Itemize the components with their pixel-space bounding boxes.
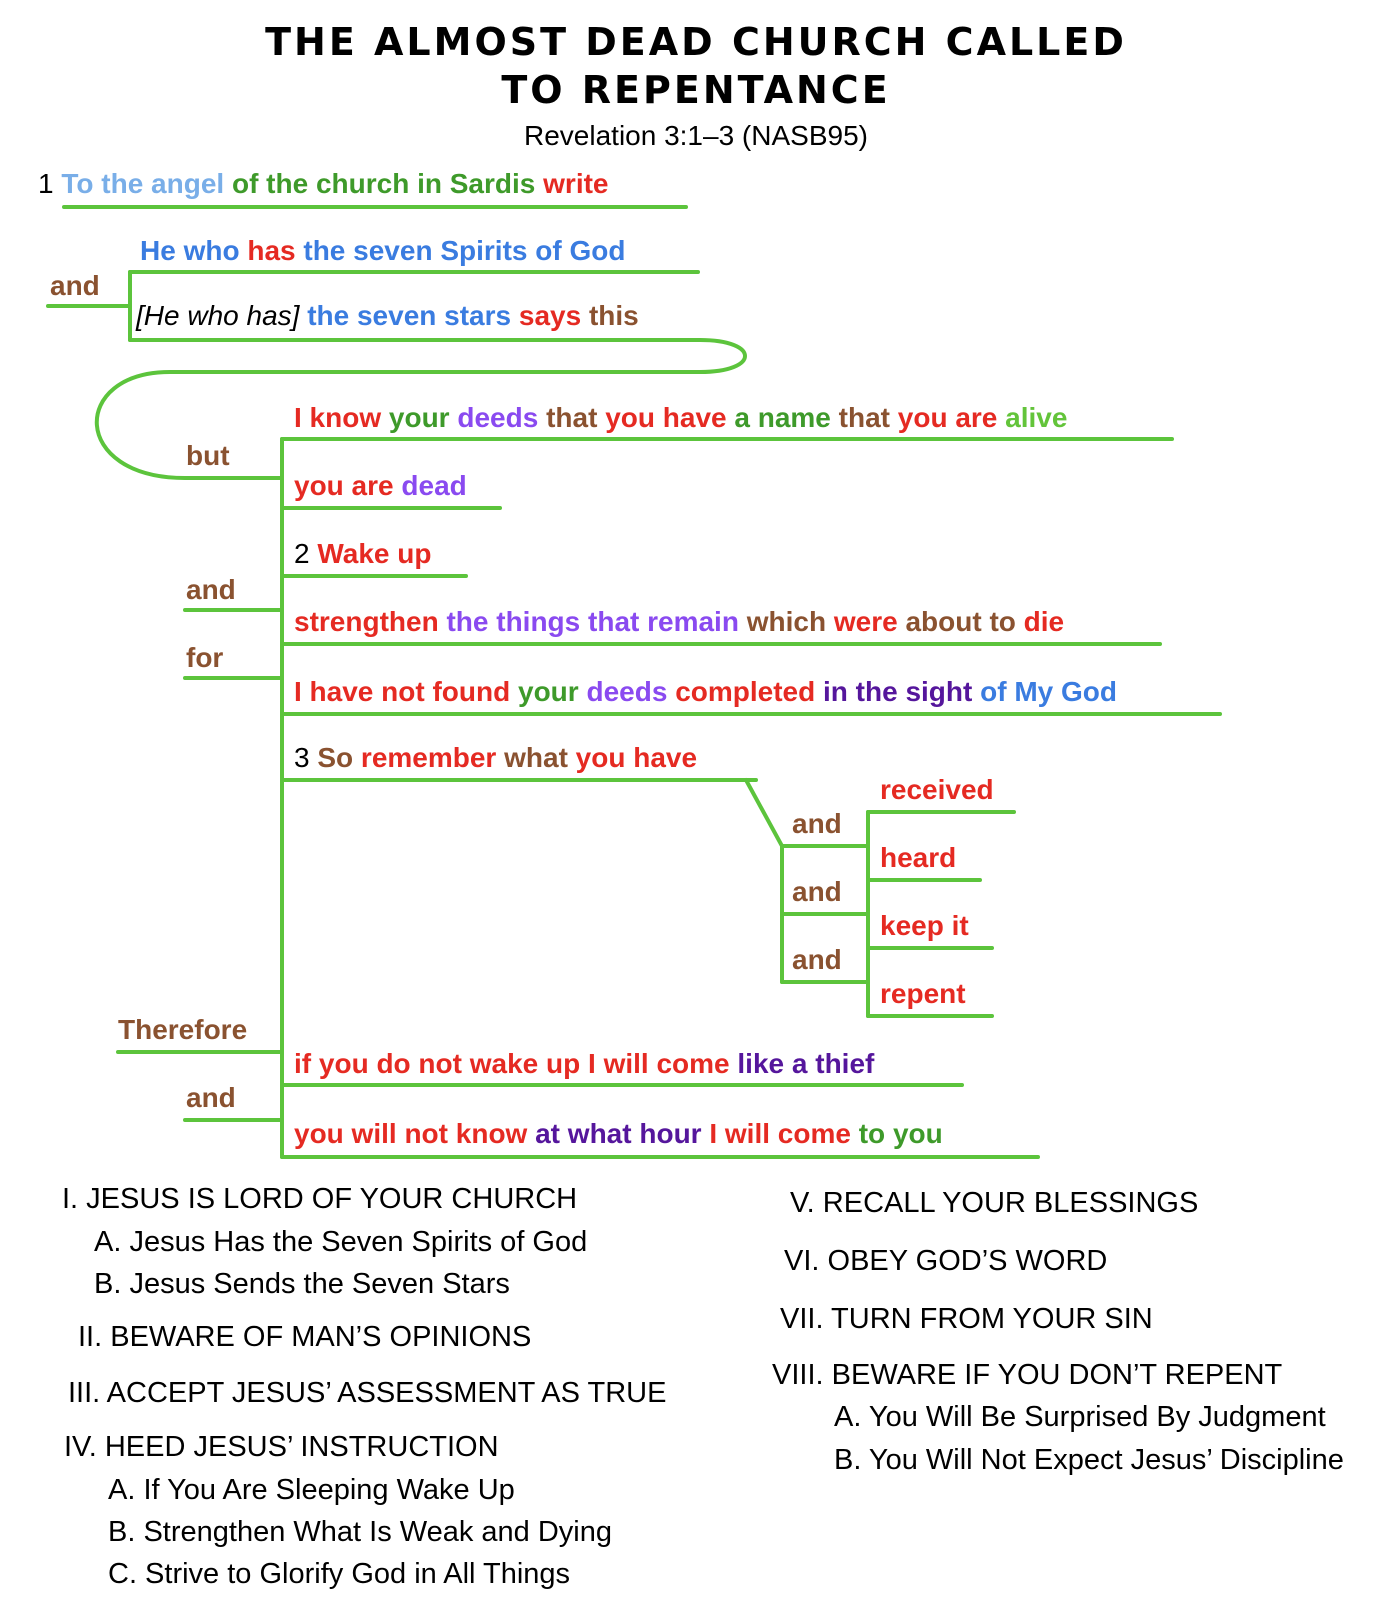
outline-sub-1b: B. Jesus Sends the Seven Stars <box>94 1268 510 1300</box>
verse1-line <box>38 168 609 200</box>
word: which <box>746 606 827 637</box>
conjunction-and-2: and <box>186 574 236 605</box>
clause-he-who-has-spirits <box>140 235 625 267</box>
word: in the sight <box>823 676 973 707</box>
outline-heading-8: VIII. BEWARE IF YOU DON’T REPENT <box>772 1359 1283 1391</box>
word: you have <box>575 742 698 773</box>
outline-heading-3: III. ACCEPT JESUS’ ASSESSMENT AS TRUE <box>68 1377 667 1409</box>
word: a name <box>734 402 831 433</box>
word: that remain <box>588 606 739 637</box>
outline-sub-1a: A. Jesus Has the Seven Spirits of God <box>94 1226 588 1258</box>
outline-heading-2: II. BEWARE OF MAN’S OPINIONS <box>78 1321 532 1353</box>
conjunction-and-4: and <box>792 876 842 907</box>
word: remember <box>360 742 497 773</box>
word: dead <box>401 470 467 501</box>
word: write <box>543 168 609 199</box>
verse-number-1: 1 <box>38 168 54 199</box>
word: the seven <box>303 235 433 266</box>
word: alive <box>1005 402 1068 433</box>
word: of the church <box>231 168 410 199</box>
conjunction-and-5: and <box>792 944 842 975</box>
verse-number-2: 2 <box>294 538 310 569</box>
word: strengthen <box>294 606 439 637</box>
clause-you-are-dead <box>294 470 467 502</box>
word: to you <box>858 1118 943 1149</box>
clause-strengthen <box>294 606 1064 638</box>
word: what hour <box>567 1118 702 1149</box>
verb-repent: repent <box>880 978 966 1009</box>
clause-not-found-completed <box>294 676 1117 708</box>
word: completed <box>675 676 816 707</box>
word: that <box>838 402 890 433</box>
word: were <box>833 606 898 637</box>
word: your <box>388 402 450 433</box>
page-title-line1: THE ALMOST DEAD CHURCH CALLED <box>265 20 1127 64</box>
word: die <box>1023 606 1065 637</box>
outline-sub-4a: A. If You Are Sleeping Wake Up <box>108 1474 515 1506</box>
word: if <box>294 1048 312 1079</box>
word: what <box>504 742 568 773</box>
conjunction-and-6: and <box>186 1082 236 1113</box>
verse-number-3: 3 <box>294 742 310 773</box>
outline-heading-1: I. JESUS IS LORD OF YOUR CHURCH <box>62 1183 578 1215</box>
word: Spirits <box>440 235 528 266</box>
word: you do not wake up <box>318 1048 581 1079</box>
word: I will come <box>709 1118 851 1149</box>
word: I have not found <box>294 676 511 707</box>
outline-heading-5: V. RECALL YOUR BLESSINGS <box>790 1187 1199 1219</box>
scripture-reference: Revelation 3:1–3 (NASB95) <box>524 120 868 151</box>
word: you are <box>897 402 998 433</box>
word: you have <box>605 402 727 433</box>
word: says <box>518 300 582 331</box>
implied-words: [He who has] <box>136 300 300 331</box>
clause-if-you-do-not-wake-up <box>294 1048 874 1080</box>
word: like a thief <box>737 1048 875 1079</box>
clause-i-know-your-deeds <box>294 402 1067 434</box>
conjunction-and-3: and <box>792 808 842 839</box>
word: in Sardis <box>417 168 536 199</box>
verb-heard: heard <box>880 842 957 873</box>
conjunction-for: for <box>186 642 224 673</box>
word: your <box>518 676 579 707</box>
clause-so-remember <box>294 742 697 774</box>
word: deeds <box>586 676 668 707</box>
outline-heading-4: IV. HEED JESUS’ INSTRUCTION <box>64 1431 499 1463</box>
word: To the angel <box>61 168 225 199</box>
word: you will not know <box>294 1118 528 1149</box>
word: the seven stars <box>307 300 512 331</box>
word: deeds <box>457 402 539 433</box>
word: about to <box>905 606 1016 637</box>
outline-sub-4b: B. Strengthen What Is Weak and Dying <box>108 1516 613 1548</box>
word: of My God <box>980 676 1117 707</box>
word: Wake up <box>317 538 432 569</box>
outline-sub-4c: C. Strive to Glorify God in All Things <box>108 1558 571 1590</box>
conjunction-and-1: and <box>50 270 100 301</box>
word: the things <box>446 606 581 637</box>
word: has <box>247 235 296 266</box>
word: He who <box>140 235 240 266</box>
verb-keep-it: keep it <box>880 910 969 941</box>
outline-sub-8a: A. You Will Be Surprised By Judgment <box>834 1401 1326 1433</box>
conjunction-therefore: Therefore <box>118 1014 248 1045</box>
word: I will come <box>588 1048 730 1079</box>
word: I know <box>294 402 382 433</box>
word: So <box>317 742 354 773</box>
outline-sub-8b: B. You Will Not Expect Jesus’ Discipline <box>834 1444 1344 1476</box>
verb-received: received <box>880 774 994 805</box>
word: you are <box>294 470 394 501</box>
word: at <box>535 1118 561 1149</box>
word: that <box>546 402 598 433</box>
clause-you-will-not-know <box>294 1118 943 1150</box>
diagonal-l8 <box>746 780 782 846</box>
outline-heading-6: VI. OBEY GOD’S WORD <box>784 1245 1108 1277</box>
page-title-line2: TO REPENTANCE <box>501 68 891 112</box>
word: of God <box>535 235 626 266</box>
word: this <box>588 300 639 331</box>
clause-seven-stars <box>136 300 639 332</box>
outline-heading-7: VII. TURN FROM YOUR SIN <box>780 1303 1153 1335</box>
conjunction-but: but <box>186 440 230 471</box>
clause-wake-up <box>294 538 431 570</box>
